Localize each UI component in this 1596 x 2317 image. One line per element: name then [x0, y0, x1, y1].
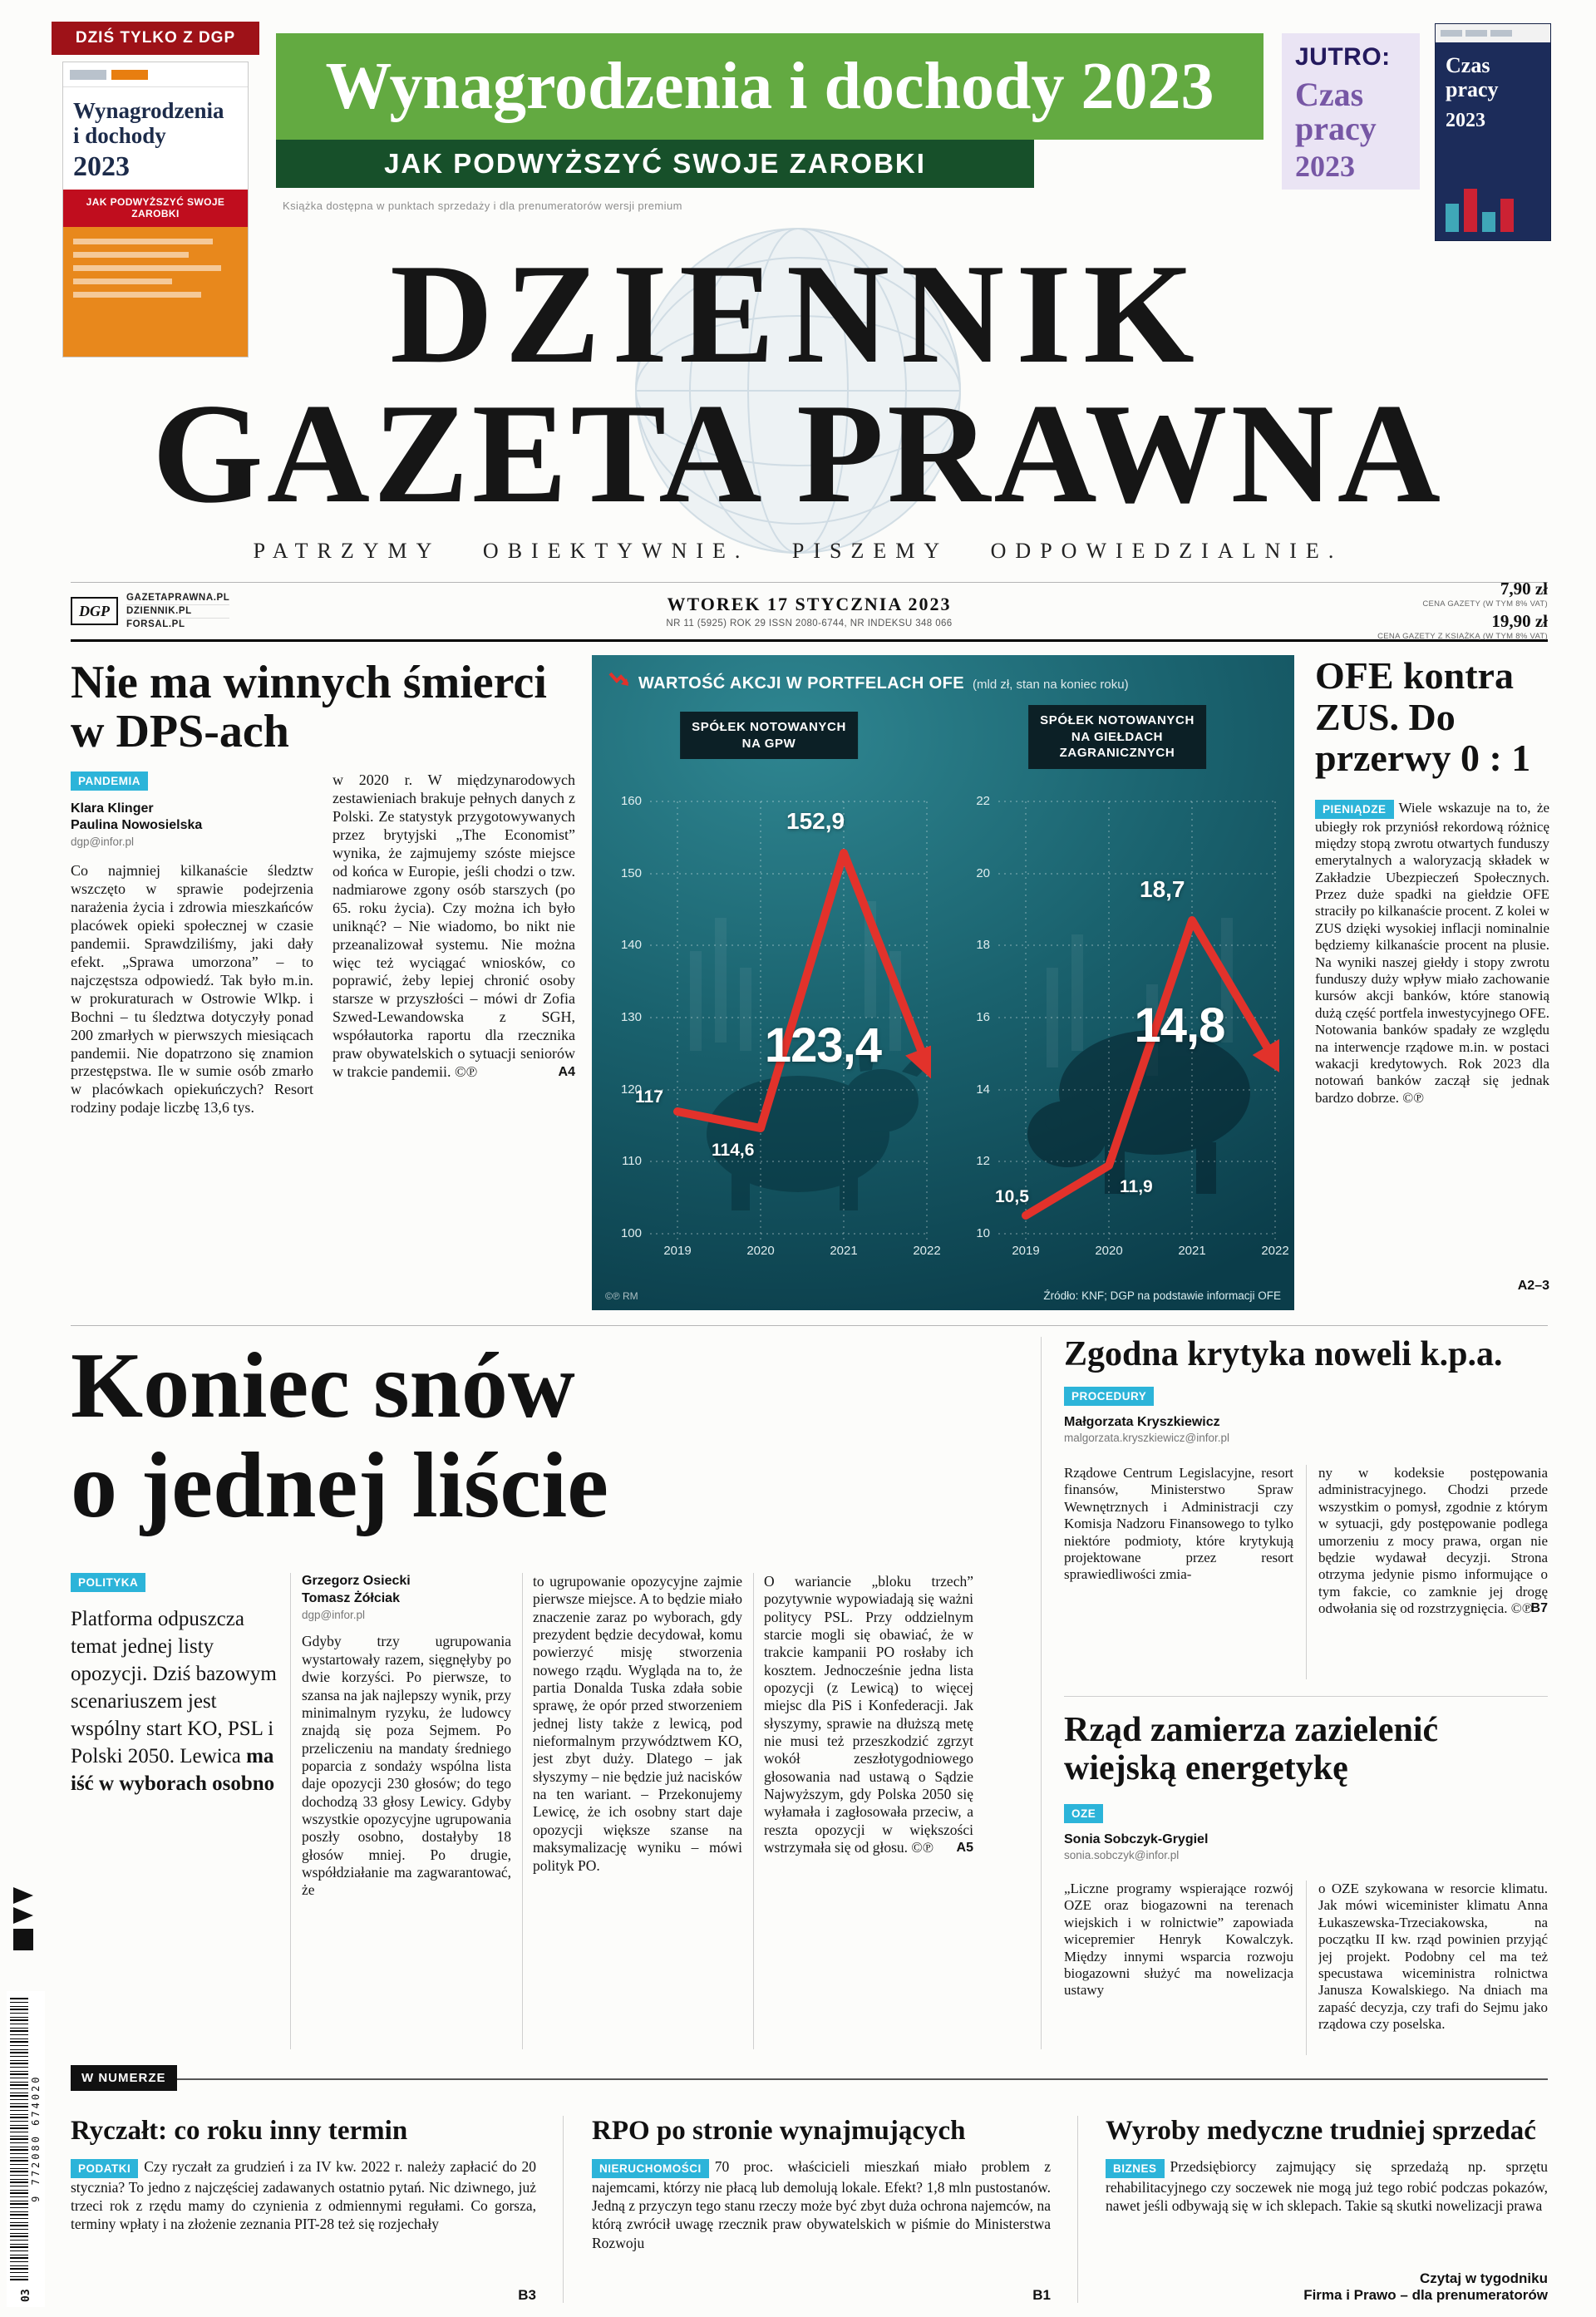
value-label: 11,9 [1120, 1177, 1153, 1196]
issue-date-block [666, 594, 952, 629]
price-block [1377, 579, 1548, 643]
wn-item-title: RPO po stronie wynajmujących [592, 2116, 966, 2146]
wn-item-text: 70 proc. właścicieli mieszkań miało problem z najemcami, którzy nie płacą lub demolują lokale. Efekt? 1,8 mln pustostanów. Jedną z przyczyn tego stanu rzeczy może być zbyt duża ochrona najemców, na którą zwrócił uwagę rzecznik praw obywatelskich w piśmie do Ministerstwa Rozwoju [592, 2158, 1051, 2251]
value-label-big: 14,8 [1134, 998, 1225, 1053]
xtick: 2019 [663, 1244, 692, 1258]
oze-column-1 [1064, 1881, 1293, 2062]
headline-lista-line1: Koniec snów [71, 1334, 575, 1437]
kpa-column-1 [1064, 1465, 1293, 1688]
chart-credit: ©℗ RM [605, 1290, 638, 1302]
w-numerze-label: W NUMERZE [71, 2065, 177, 2091]
price-bundle-label: CENA GAZETY Z KSIĄŻKĄ (W TYM 8% VAT) [1377, 632, 1548, 641]
site-forsal: FORSAL.PL [126, 619, 185, 629]
tag-polityka: POLITYKA [71, 1573, 145, 1592]
ofe-body-text: Wiele wskazuje na to, że ubiegły rok przyniósł rekordową różnicę między stopą zwrotu otwartych funduszy emerytalnych a waloryzacją składek w Zakładzie Ubezpieczeń Społecznych. Przez duże spadki na giełdzie OFE straciły po kilkanaście procent. Z kolei w ZUS dzięki wysokiej inflacji nominalnie będziemy kilkanaście procent na plusie. Na wyniki naszej giełdy i stopy zwrotu funduszy duży wpływ miało zachowanie kursów akcji banków, które stanowią dużą część portfela inwestycyjnego OFE. Notowania banków spadały ze względu na interwencje rządowe m.in. w postaci wakacji kredytowych. Rok 2023 dla notowań banków zaczął się jednak bardzo dobrze. ©℗ [1315, 800, 1549, 1106]
ytick: 12 [976, 1154, 990, 1168]
xtick: 2021 [1178, 1244, 1206, 1258]
dps-body-col2: w 2020 r. W międzynarodowych zestawieniach brakuje pełnych danych z Polski. Ze statystyk przygotowywanych przez brytyjski „The Economist” wynika, że zajmujemy szóste miejsce od końca w Europie, jeśli chodzi o tzw. nadmiarowe zgony osób starszych (po 65. roku życia). Czy można ich było uniknąć? – Nie wiadomo, bo nikt nie przeanalizował systemu. Nie można więc też wyciągać wniosków, co poprawić, żeby lepiej chronić osoby starsze w przyszłości – mówi dr Zofia Szwed-Lewandowska z SGH, współautorka raportu dla rzecznika praw obywatelskich o sytuacji seniorów w trakcie pandemii. ©℗ [332, 772, 575, 1081]
site-list [126, 592, 229, 631]
barcode-digits: 9 772080 674020 [30, 2074, 42, 2202]
lista-body-col3: O wariancie „bloku trzech” pozytywnie wypowiadają się ważni politycy PSL. Przy oddzielnym starcie mogli się obawiać, że w trakcie kampanii PO rosłaby ich kosztem. Jednocześnie jedna lista opozycji (z Lewicą) to więcej miejsc dla PiS i Konfederacji. Jak słyszymy, sprawie na dłuższą metę nie musi też przeszkodzić zgrzyt wokół zeszłotygodniowego głosowania nad ustawą o Sądzie Najwyższym, gdy Polska 2050 się wyłamała i zagłosowała przeciw, a reszta opozycji w większości wstrzymała się od głosu. ©℗ [764, 1573, 973, 1856]
lista-lead [71, 1605, 278, 1797]
masthead-tagline: PATRZYMY OBIEKTYWNIE. PISZEMY ODPOWIEDZIALNIE. [253, 539, 1343, 563]
tomorrow-title-line1: Czas [1295, 76, 1364, 113]
ytick: 120 [620, 1082, 642, 1097]
column-divider [753, 1573, 754, 2049]
ofe-pageref: A2–3 [1517, 1279, 1549, 1293]
masthead-title-line2: GAZETA PRAWNA [152, 375, 1444, 533]
ofe-body [1315, 800, 1549, 1278]
tomorrow-year: 2023 [1295, 149, 1355, 183]
wn-item-biznes [1106, 2116, 1548, 2305]
price-bundle: 19,90 zł [1491, 611, 1548, 631]
tomorrow-label: JUTRO: [1295, 43, 1391, 71]
book-left-strip: JAK PODWYŻSZYĆ SWOJE ZAROBKI [63, 190, 248, 227]
masthead-title-line1: DZIENNIK [390, 235, 1206, 393]
chart-foreign-label-line3: ZAGRANICZNYCH [1059, 746, 1175, 760]
kpa-author-email: malgorzata.kryszkiewicz@infor.pl [1064, 1432, 1230, 1445]
chart-foreign [955, 702, 1289, 1304]
lista-column-2 [533, 1573, 742, 2051]
masthead-infobar [71, 579, 1548, 642]
column-divider [1306, 1881, 1307, 2055]
publisher-logo-chip [1465, 30, 1487, 37]
kpa-meta [1064, 1387, 1229, 1447]
column-divider [290, 1573, 291, 2049]
book-right-title-line1: Czas [1446, 53, 1490, 77]
chart-title: WARTOŚĆ AKCJI W PORTFELACH OFE [638, 674, 964, 693]
wn-item-title: Ryczałt: co roku inny termin [71, 2116, 408, 2146]
dps-column-2 [332, 772, 575, 1304]
price-paper: 7,90 zł [1500, 579, 1548, 599]
barcode-bars [10, 1996, 28, 2280]
trend-arrow-icon [608, 670, 630, 688]
book-left-title-line1: Wynagrodzenia [73, 98, 224, 123]
wn-item-text: Czy ryczałt za grudzień i za IV kw. 2022 r. należy zapłacić do 20 stycznia? To jedno z najczęściej zadawanych ostatnio pytań. Nic dziwnego, już trzeci rok z rzędu mamy do czynienia z odmiennymi regułami. Co gorsza, terminy wpłaty i na złożenie zeznania PIT-28 też się rozjechały [71, 2158, 536, 2233]
oze-author-email: sonia.sobczyk@infor.pl [1064, 1849, 1180, 1862]
tomorrow-title-line2: pracy [1295, 109, 1377, 147]
headline-lista [71, 1334, 1035, 1537]
dgp-logo: DGP [71, 597, 118, 625]
promo-note: Książka dostępna w punktach sprzedaży i dla prenumeratorów wersji premium [283, 200, 682, 212]
dps-pageref: A4 [558, 1065, 575, 1080]
publisher-logo-chip [70, 70, 106, 80]
value-label: 18,7 [1140, 876, 1185, 902]
issue-number: NR 11 (5925) ROK 29 ISSN 2080-6744, NR INDEKSU 348 066 [666, 619, 953, 629]
dps-author-email: dgp@infor.pl [71, 836, 135, 849]
oze-column-2 [1318, 1881, 1548, 2062]
ytick: 20 [976, 866, 990, 880]
oze-body-col2: o OZE szykowana w resorcie klimatu. Jak mówi wiceminister klimatu Anna Łukaszewska-Trzeciakowska, na początku II kw. rząd powinien przyjąć jej projekt. Podobny cel ma też specustawa wiceministra rolnictwa Janusza Kowalskiego. Na dniach ma zapaść decyzja, czy trafi do Sejmu jako rządowa czy poselska. [1318, 1881, 1548, 2033]
dps-authors [71, 801, 313, 836]
tag-pandemia: PANDEMIA [71, 772, 148, 791]
publisher-logo-chip [1490, 30, 1512, 37]
promo-main-strip: JAK PODWYŻSZYĆ SWOJE ZAROBKI [276, 140, 1034, 188]
bottom-section-rule [71, 2078, 1548, 2080]
lista-pageref: A5 [956, 1840, 973, 1855]
tomorrow-title [1295, 78, 1406, 146]
site-dziennik: DZIENNIK.PL [126, 605, 229, 619]
ytick: 150 [620, 866, 642, 880]
value-label-big: 123,4 [764, 1018, 882, 1072]
chart-gpw [607, 702, 941, 1304]
chart-foreign-label [1028, 705, 1206, 769]
headline-dps: Nie ma winnych śmierci w DPS-ach [71, 657, 547, 757]
book-cover-right [1435, 23, 1551, 241]
wn-read-more-line2: Firma i Prawo – dla prenumeratorów [1303, 2287, 1548, 2303]
column-divider [1077, 2116, 1078, 2303]
chart-gpw-label [680, 712, 858, 759]
book-left-logos [63, 62, 248, 87]
xtick: 2022 [1261, 1244, 1289, 1258]
chart-source: Źródło: KNF; DGP na podstawie informacji OFE [1043, 1289, 1281, 1302]
tag-biznes: BIZNES [1106, 2159, 1165, 2178]
ytick: 22 [976, 794, 990, 808]
xtick: 2019 [1012, 1244, 1040, 1258]
ytick: 140 [620, 938, 642, 952]
wn-item-text: Przedsiębiorcy zajmujący się sprzedażą np. sprzętu rehabilitacyjnego czy soczewek nie mogą już tego robić podczas pokazów, nawet jeśli odbywają się w ich sklepach. Takie są skutki nowelizacji prawa [1106, 2158, 1548, 2214]
wn-read-more-line1: Czytaj w tygodniku [1420, 2270, 1548, 2286]
column-divider [522, 1573, 523, 2049]
tag-oze: OZE [1064, 1804, 1103, 1823]
author-name: Grzegorz Osiecki [302, 1574, 411, 1588]
wn-item-pageref: B1 [1032, 2287, 1051, 2303]
issue-date: WTOREK 17 STYCZNIA 2023 [667, 594, 952, 614]
publisher-logo-chip [1441, 30, 1462, 37]
ytick: 14 [976, 1082, 990, 1097]
infor-logo-chip [111, 70, 148, 80]
book-left-title-line2: i dochody [73, 122, 166, 148]
barcode-issue-number: 03 [19, 2289, 32, 2302]
lista-authors [302, 1573, 511, 1608]
lista-column-3 [764, 1573, 973, 2051]
headline-oze-line2: wiejską energetykę [1064, 1749, 1348, 1788]
wn-item-title: Wyroby medyczne trudniej sprzedać [1106, 2116, 1536, 2146]
kpa-pageref: B7 [1530, 1600, 1548, 1615]
tag-procedury: PROCEDURY [1064, 1387, 1154, 1406]
author-name: Klara Klinger [71, 801, 154, 816]
wn-item-pageref [1303, 2270, 1548, 2304]
ytick: 110 [622, 1154, 642, 1168]
chart-gpw-label-line1: SPÓŁEK NOTOWANYCH [692, 720, 846, 734]
article-divider [1064, 1696, 1548, 1697]
ytick: 130 [620, 1010, 642, 1024]
ytick: 16 [976, 1010, 990, 1024]
ytick: 10 [976, 1226, 990, 1240]
barcode [7, 1991, 45, 2307]
dps-column-1 [71, 772, 313, 1304]
chart-subtitle: (mld zł, stan na koniec roku) [973, 678, 1129, 692]
section-vertical-divider [1041, 1337, 1042, 2049]
xtick: 2020 [1095, 1244, 1123, 1258]
book-right-title [1436, 42, 1550, 106]
lista-body-col1: Gdyby trzy ugrupowania wystartowały razem, sięgnęłyby po dwie korzyści. Po pierwsze, to szansa na jak najlepszy wynik, przy minimalnym ryzyku, że ludowcy znajdą się poza Sejmem. Po przeliczeniu na mandaty średniego poparcia z sondaży wspólna lista daje opozycji 230 głosów; do tego dochodzą 33 głosy Lewicy. Gdyby wszystkie opozycyjne ugrupowania poszły osobno, dostałyby 18 głosów mniej. Po drugie, współdziałanie ma zagwarantować, że [302, 1633, 511, 1899]
chart-gpw-plot [607, 702, 931, 1304]
headline-lista-line2: o jednej liście [71, 1433, 608, 1537]
lista-lead-bold: ma iść w wyborach osobno [71, 1744, 275, 1795]
value-label: 10,5 [995, 1187, 1029, 1206]
kpa-body-col2: ny w kodeksie postępowania administracyjnego. Chodzi przede wszystkim o pomysł, zgodnie z którym w sytuacji, gdy postępowanie podlega umorzeniu z mocy prawa, organ nie będzie wydawał decyzji. Strona otrzyma jedynie pismo informujące o tym fakcie, co zamknie jej drogę odwołania się od rozstrzygnięcia. ©℗ [1318, 1465, 1548, 1617]
xtick: 2021 [830, 1244, 858, 1258]
kpa-body-col1: Rządowe Centrum Legislacyjne, resort finansów, Ministerstwo Spraw Wewnętrznych i Administracji czy Komisja Nadzoru Finansowego to tylko niektóre podmioty, które krytykują projektowane przez resort sprawiedliwości zmia- [1064, 1465, 1293, 1583]
author-name: Paulina Nowosielska [71, 818, 203, 833]
chart-header [608, 670, 1281, 693]
kpa-column-2 [1318, 1465, 1548, 1688]
promo-today-banner: DZIŚ TYLKO Z DGP [52, 22, 259, 55]
ytick: 160 [620, 794, 642, 808]
ytick: 100 [620, 1226, 642, 1240]
lista-column-1 [302, 1573, 511, 2051]
book-right-decoration [1436, 180, 1550, 240]
brand-box [71, 592, 229, 631]
publisher-mark-icon [12, 1886, 35, 1952]
headline-oze-line1: Rząd zamierza zazielenić [1064, 1711, 1439, 1749]
book-left-year: 2023 [73, 151, 130, 183]
wn-item-pageref: B3 [518, 2287, 536, 2303]
book-left-title [63, 87, 248, 190]
chart-foreign-label-line1: SPÓŁEK NOTOWANYCH [1040, 713, 1195, 727]
book-right-title-line2: pracy [1446, 76, 1499, 101]
chart-gpw-label-line2: NA GPW [741, 736, 796, 751]
headline-oze [1064, 1711, 1550, 1787]
tag-podatki: PODATKI [71, 2159, 138, 2178]
oze-body-col1: „Liczne programy wspierające rozwój OZE oraz biogazowni na terenach wiejskich i w rolnictwie” zapowiada wicepremier Henryk Kowalczyk. Między innymi wsparcia rozwoju biogazowni służyć ma nowelizacja ustawy [1064, 1881, 1293, 1999]
oze-author: Sonia Sobczyk-Grygiel [1064, 1831, 1209, 1846]
bear-silhouette [1027, 1030, 1250, 1194]
value-label: 117 [635, 1087, 663, 1107]
book-right-year: 2023 [1446, 110, 1485, 132]
tag-pieniadze: PIENIĄDZE [1315, 800, 1394, 819]
xtick: 2020 [746, 1244, 775, 1258]
xtick: 2022 [913, 1244, 941, 1258]
book-right-logos [1436, 24, 1550, 42]
chart-foreign-label-line2: NA GIEŁDACH [1071, 729, 1164, 744]
section-divider [71, 1325, 1548, 1326]
wn-item-nieruchomosci [592, 2116, 1051, 2305]
lista-body-col2: to ugrupowanie opozycyjne zajmie pierwsze miejsce. A to będzie miało znaczenie zaraz po wyborach, gdy prezydent będzie decydował, komu powierzyć misję stworzenia nowego rządu. Wygląda na to, że partia Donalda Tuska zdała sobie sprawę, że opór przed stworzeniem jednej listy także z lewicą, pod nieformalnym przywództwem KO, jest zbyt duży. Dlatego – jak słyszymy – nie będzie już nacisków na ten wariant. – Przekonujemy Lewicę, że ich osobny start daje opozycji większe szanse na maksymalizację wyniku – mówi polityk PO. [533, 1573, 742, 1874]
headline-kpa: Zgodna krytyka noweli k.p.a. [1064, 1335, 1503, 1373]
column-divider [1306, 1465, 1307, 1679]
lista-lead-text: Platforma odpuszcza temat jednej listy opozycji. Dziś bazowym scenariuszem jest wspólny start KO, PSL i Polski 2050. Lewica [71, 1607, 277, 1767]
price-paper-label: CENA GAZETY (W TYM 8% VAT) [1422, 599, 1548, 609]
kpa-author: Małgorzata Kryszkiewicz [1064, 1414, 1220, 1429]
value-label: 114,6 [712, 1141, 755, 1160]
oze-meta [1064, 1804, 1208, 1864]
tag-nieruchomosci: NIERUCHOMOŚCI [592, 2159, 709, 2178]
wn-item-podatki [71, 2116, 536, 2305]
value-label: 152,9 [786, 808, 845, 834]
promo-main-banner: Wynagrodzenia i dochody 2023 [276, 33, 1264, 140]
headline-ofe: OFE kontra ZUS. Do przerwy 0 : 1 [1315, 654, 1531, 780]
lista-lead-column [71, 1573, 278, 2051]
lista-author-email: dgp@infor.pl [302, 1608, 366, 1621]
ofe-chart-panel [592, 655, 1294, 1310]
author-name: Tomasz Żółciak [302, 1590, 400, 1605]
ytick: 18 [976, 938, 990, 952]
promo-tomorrow-box [1282, 33, 1420, 190]
dps-body-col1: Co najmniej kilkanaście śledztw wszczęto w sprawie podejrzenia narażenia życia i zdrowia mieszkańców placówek opieki społecznej w czasie pandemii. Sprawdziliśmy, jaki dały efekt. „Sprawa umorzona” – to najczęstsza odpowiedź. Tak było m.in. w prokuraturach w Ostrowie Wlkp. i Bochni – tu śledztwa dotyczyły ponad 200 zmarłych w pierwszych miesiącach pandemii. Nie dopatrzono się znamion przestępstwa. Ile w sumie osób zmarło w placówkach opiekuńczych? Resort rodziny podaje liczbę 13,6 tys. [71, 861, 313, 1117]
column-divider [563, 2116, 564, 2303]
site-gazetaprawna: GAZETAPRAWNA.PL [126, 592, 229, 605]
